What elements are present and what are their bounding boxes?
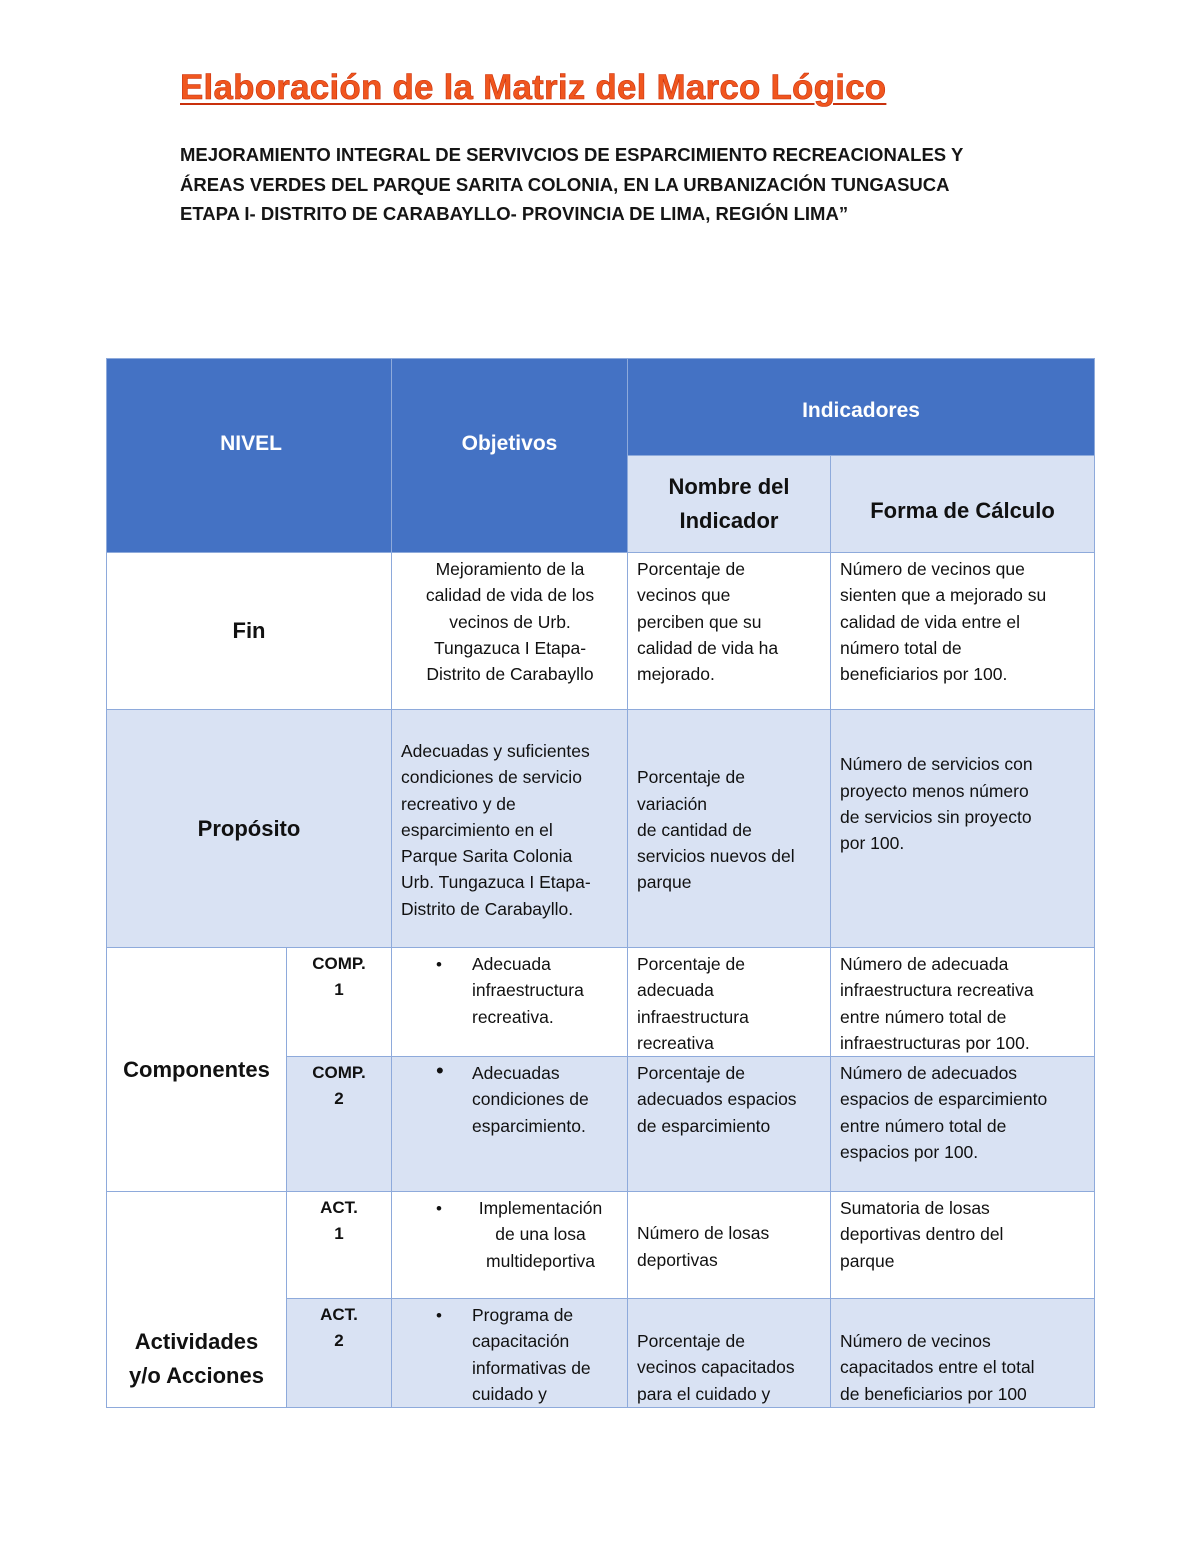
formula-cell — [831, 1299, 1095, 1408]
text-line: calidad de vida ha — [637, 637, 779, 658]
text-line: Porcentaje de — [637, 559, 745, 579]
text-line: Mejoramiento de la — [435, 559, 585, 579]
text-line: capacitados entre el total — [840, 1357, 1035, 1378]
text-line: de una losa — [495, 1224, 586, 1245]
formula-cell — [831, 1192, 1095, 1299]
formula-cell — [831, 1057, 1095, 1192]
text-line: calidad de vida entre el — [840, 611, 1020, 632]
text-line: adecuados espacios — [637, 1089, 797, 1110]
text-line: sienten que a mejorado su — [840, 585, 1047, 606]
text-line: recreativa — [637, 1032, 714, 1053]
text-line: Distrito de Carabayllo. — [401, 898, 574, 919]
formula-cell — [831, 553, 1095, 710]
text-line: variación — [637, 793, 708, 814]
text-line: de servicios sin proyecto — [840, 807, 1032, 827]
row-fin — [107, 553, 1095, 710]
logical-framework-matrix — [106, 358, 1095, 1408]
row-proposito — [107, 710, 1095, 948]
text-line: Porcentaje de — [637, 1331, 745, 1352]
text-line: de esparcimiento — [637, 1115, 771, 1136]
formula-cell — [831, 948, 1095, 1057]
code-label: COMP. — [312, 954, 366, 973]
objective-cell — [392, 1192, 628, 1299]
row-actividad-1 — [107, 1192, 1095, 1299]
text-line: proyecto menos número — [840, 780, 1029, 801]
text-line: Adecuada — [472, 954, 551, 974]
code-cell — [287, 1192, 392, 1299]
text-line: Distrito de Carabayllo — [426, 664, 594, 685]
text-line: entre número total de — [840, 1115, 1007, 1136]
header-nombre-line: Indicador — [679, 508, 779, 533]
text-line: entre número total de — [840, 1006, 1007, 1027]
text-line: adecuada — [637, 980, 714, 1001]
text-line: beneficiarios por 100. — [840, 664, 1008, 685]
text-line: vecinos que — [637, 585, 731, 606]
text-line: Número de adecuada — [840, 954, 1009, 974]
level-line: y/o Acciones — [129, 1363, 264, 1389]
page-title: Elaboración de la Matriz del Marco Lógico — [180, 68, 887, 107]
code-number: 1 — [334, 1224, 344, 1244]
text-line: Número de losas — [637, 1223, 770, 1244]
code-cell — [287, 1057, 392, 1192]
header-objetivos — [392, 432, 628, 553]
text-line: Parque Sarita Colonia — [401, 846, 573, 867]
text-line: recreativa. — [472, 1006, 554, 1027]
level-line: Actividades — [134, 1329, 259, 1355]
text-line: Número de vecinos — [840, 1331, 991, 1352]
code-cell — [287, 948, 392, 1057]
text-line: esparcimiento. — [472, 1115, 586, 1136]
text-line: Porcentaje de — [637, 954, 745, 974]
objective-cell — [392, 948, 628, 1057]
indicator-cell — [628, 1057, 831, 1192]
text-line: Tungazuca I Etapa- — [433, 637, 587, 658]
text-line: multideportiva — [486, 1250, 595, 1271]
header-nivel — [107, 432, 392, 553]
indicator-cell — [628, 710, 831, 948]
text-line: Número de vecinos que — [840, 559, 1025, 579]
code-label: ACT. — [320, 1198, 358, 1218]
text-line: condiciones de — [472, 1089, 589, 1110]
bullet-icon: • — [436, 955, 442, 974]
code-number: 1 — [334, 980, 344, 999]
project-subtitle — [180, 140, 1040, 229]
level-fin: Fin — [107, 553, 392, 710]
header-indicadores — [628, 359, 1095, 456]
subtitle-line: ETAPA I- DISTRITO DE CARABAYLLO- PROVINCIA DE LIMA, REGIÓN LIMA” — [180, 203, 849, 224]
indicator-cell — [628, 553, 831, 710]
header-forma-calculo — [831, 456, 1095, 553]
text-line: Programa de — [472, 1305, 574, 1326]
header-nombre-indicador — [628, 456, 831, 553]
text-line: infraestructura — [472, 980, 584, 1001]
subtitle-line: MEJORAMIENTO INTEGRAL DE SERVIVCIOS DE ESPARCIMIENTO RECREACIONALES Y — [180, 144, 964, 165]
text-line: parque — [637, 872, 692, 893]
text-line: Número de adecuados — [840, 1063, 1018, 1084]
text-line: deportivas — [637, 1249, 718, 1270]
header-forma-label: Forma de Cálculo — [870, 498, 1055, 523]
text-line: Urb. Tungazuca I Etapa- — [401, 872, 591, 893]
indicator-cell — [628, 1192, 831, 1299]
text-line: informativas de — [472, 1357, 591, 1378]
text-line: perciben que su — [637, 611, 762, 632]
bullet-icon: • — [436, 1306, 442, 1326]
text-line: Sumatoria de losas — [840, 1198, 990, 1219]
bullet-icon: • — [436, 1058, 444, 1084]
objective-cell — [392, 1299, 628, 1408]
text-line: Porcentaje de — [637, 767, 745, 788]
code-cell — [287, 1299, 392, 1408]
code-number: 2 — [334, 1089, 344, 1109]
row-componente-1 — [107, 948, 1095, 1057]
objective-cell — [392, 1057, 628, 1192]
text-line: calidad de vida de los — [425, 585, 595, 606]
text-line: número total de — [840, 637, 962, 658]
indicator-cell — [628, 948, 831, 1057]
text-line: espacios de esparcimiento — [840, 1089, 1048, 1110]
text-line: vecinos de Urb. — [449, 611, 571, 632]
text-line: Porcentaje de — [637, 1063, 745, 1084]
text-line: espacios por 100. — [840, 1142, 979, 1163]
header-row — [107, 456, 1095, 553]
header-objetivos-label: Objetivos — [461, 432, 558, 455]
text-line: esparcimiento en el — [401, 819, 553, 840]
text-line: Número de servicios con — [840, 754, 1033, 775]
code-number: 2 — [334, 1331, 344, 1351]
text-line: Implementación — [478, 1198, 603, 1219]
header-indicadores-label: Indicadores — [802, 399, 920, 422]
text-line: condiciones de servicio — [401, 767, 582, 788]
text-line: infraestructura — [637, 1006, 749, 1027]
text-line: infraestructuras por 100. — [840, 1032, 1030, 1053]
text-line: de beneficiarios por 100 — [840, 1383, 1027, 1404]
level-proposito: Propósito — [107, 710, 392, 948]
level-componentes: Componentes — [107, 948, 287, 1192]
objective-cell — [392, 710, 628, 948]
text-line: infraestructura recreativa — [840, 980, 1034, 1001]
text-line: capacitación — [472, 1331, 570, 1352]
text-line: por 100. — [840, 833, 905, 854]
code-label: ACT. — [320, 1305, 358, 1325]
text-line: de cantidad de — [637, 819, 752, 840]
text-line: parque — [840, 1250, 895, 1271]
header-nivel-label: NIVEL — [220, 432, 282, 455]
objective-cell — [392, 553, 628, 710]
bullet-icon: • — [436, 1199, 442, 1219]
subtitle-line: ÁREAS VERDES DEL PARQUE SARITA COLONIA, EN LA URBANIZACIÓN TUNGASUCA — [180, 173, 950, 195]
text-line: mejorado. — [637, 664, 715, 685]
text-line: Adecuadas — [472, 1063, 560, 1084]
text-line: para el cuidado y — [637, 1383, 771, 1404]
text-line: cuidado y — [472, 1384, 547, 1405]
level-actividades — [107, 1192, 287, 1408]
code-label: COMP. — [312, 1063, 366, 1083]
text-line: servicios nuevos del — [637, 846, 795, 867]
text-line: vecinos capacitados — [637, 1357, 795, 1378]
text-line: deportivas dentro del — [840, 1224, 1004, 1245]
header-nombre-line: Nombre del — [668, 474, 790, 499]
text-line: Adecuadas y suficientes — [401, 740, 590, 761]
indicator-cell — [628, 1299, 831, 1408]
text-line: recreativo y de — [401, 793, 516, 814]
formula-cell — [831, 710, 1095, 948]
